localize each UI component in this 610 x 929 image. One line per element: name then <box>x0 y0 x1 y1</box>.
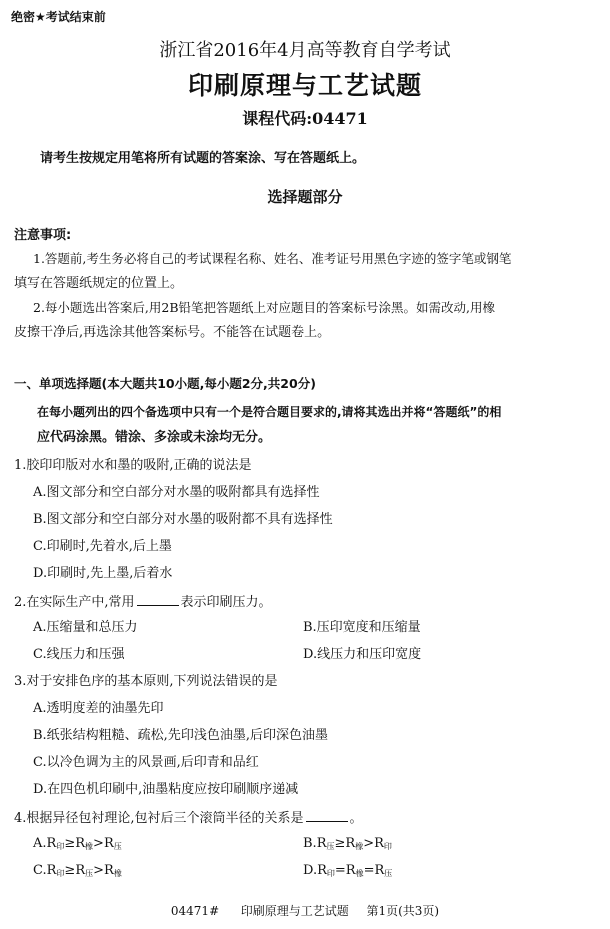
page-title: 印刷原理与工艺试题 <box>187 71 422 100</box>
part1-heading: 一、单项选择题(本大题共10小题,每小题2分,共20分) <box>14 376 316 391</box>
question-4-stem <box>14 809 363 827</box>
question-3-option-d: D.在四色机印刷中,油墨粘度应按印刷顺序递减 <box>33 782 299 797</box>
footer-code: 04471# <box>170 904 220 918</box>
question-1-option-b: B.图文部分和空白部分对水墨的吸附都不具有选择性 <box>33 512 333 527</box>
answer-blank <box>306 809 348 822</box>
question-1-option-d: D.印刷时,先上墨,后着水 <box>33 566 173 581</box>
question-3-option-a: A.透明度差的油墨先印 <box>33 701 164 716</box>
notice-item-1: 1.答题前,考生务必将自己的考试课程名称、姓名、准考证号用黑色字迹的签字笔或钢笔 <box>33 251 512 266</box>
question-4-option-a: $A.R_印\ge R_橡>R_压$ <box>33 836 122 851</box>
part1-instruction-cont: 应代码涂黑。错涂、多涂或未涂均无分。 <box>37 430 272 445</box>
question-2-option-b: B.压印宽度和压缩量 <box>303 620 421 635</box>
question-2-option-a: A.压缩量和总压力 <box>33 620 138 635</box>
question-4-option-c: $C.R_印\ge R_压>R_橡$ <box>33 863 122 878</box>
question-2-option-d: D.线压力和压印宽度 <box>303 647 422 662</box>
question-2-stem-after: 表示印刷压力。 <box>180 595 272 610</box>
confidential-mark: 绝密★考试结束前 <box>11 10 106 24</box>
question-4-option-b: $B.R_压\ge R_橡>R_印$ <box>303 836 392 851</box>
question-4-stem-before: 4.根据异径包衬理论,包衬后三个滚筒半径的关系是 <box>14 811 304 826</box>
course-code: 课程代码:04471 <box>242 109 368 128</box>
notice-heading: 注意事项: <box>14 228 72 243</box>
footer-page-number: 第1页(共3页) <box>366 904 440 918</box>
question-1-stem: 1.胶印印版对水和墨的吸附,正确的说法是 <box>14 458 252 473</box>
page-footer <box>0 902 610 919</box>
question-4-stem-after: 。 <box>349 811 363 826</box>
section-title: 选择题部分 <box>267 188 343 206</box>
part1-instruction: 在每小题列出的四个备选项中只有一个是符合题目要求的,请将其选出并将“答题纸”的相 <box>37 405 502 419</box>
question-3-stem: 3.对于安排色序的基本原则,下列说法错误的是 <box>14 674 278 689</box>
question-1-option-a: A.图文部分和空白部分对水墨的吸附都具有选择性 <box>33 485 320 500</box>
question-4-option-d: $D.R_印=R_橡=R_压$ <box>303 863 393 878</box>
notice-item-1-cont: 填写在答题纸规定的位置上。 <box>14 276 184 291</box>
exam-name: 浙江省2016年4月高等教育自学考试 <box>159 40 451 61</box>
notice-item-2: 2.每小题选出答案后,用2B铅笔把答题纸上对应题目的答案标号涂黑。如需改动,用橡 <box>33 300 496 315</box>
question-2-option-c: C.线压力和压强 <box>33 647 125 662</box>
question-3-option-b: B.纸张结构粗糙、疏松,先印浅色油墨,后印深色油墨 <box>33 728 328 743</box>
notice-item-2-cont: 皮擦干净后,再选涂其他答案标号。不能答在试题卷上。 <box>14 325 331 340</box>
question-2-stem-before: 2.在实际生产中,常用 <box>14 595 135 610</box>
question-2-stem <box>14 593 272 611</box>
intro-note: 请考生按规定用笔将所有试题的答案涂、写在答题纸上。 <box>40 151 366 166</box>
footer-title: 印刷原理与工艺试题 <box>240 904 349 918</box>
question-1-option-c: C.印刷时,先着水,后上墨 <box>33 539 172 554</box>
answer-blank <box>137 593 179 606</box>
question-3-option-c: C.以冷色调为主的风景画,后印青和品红 <box>33 755 259 770</box>
